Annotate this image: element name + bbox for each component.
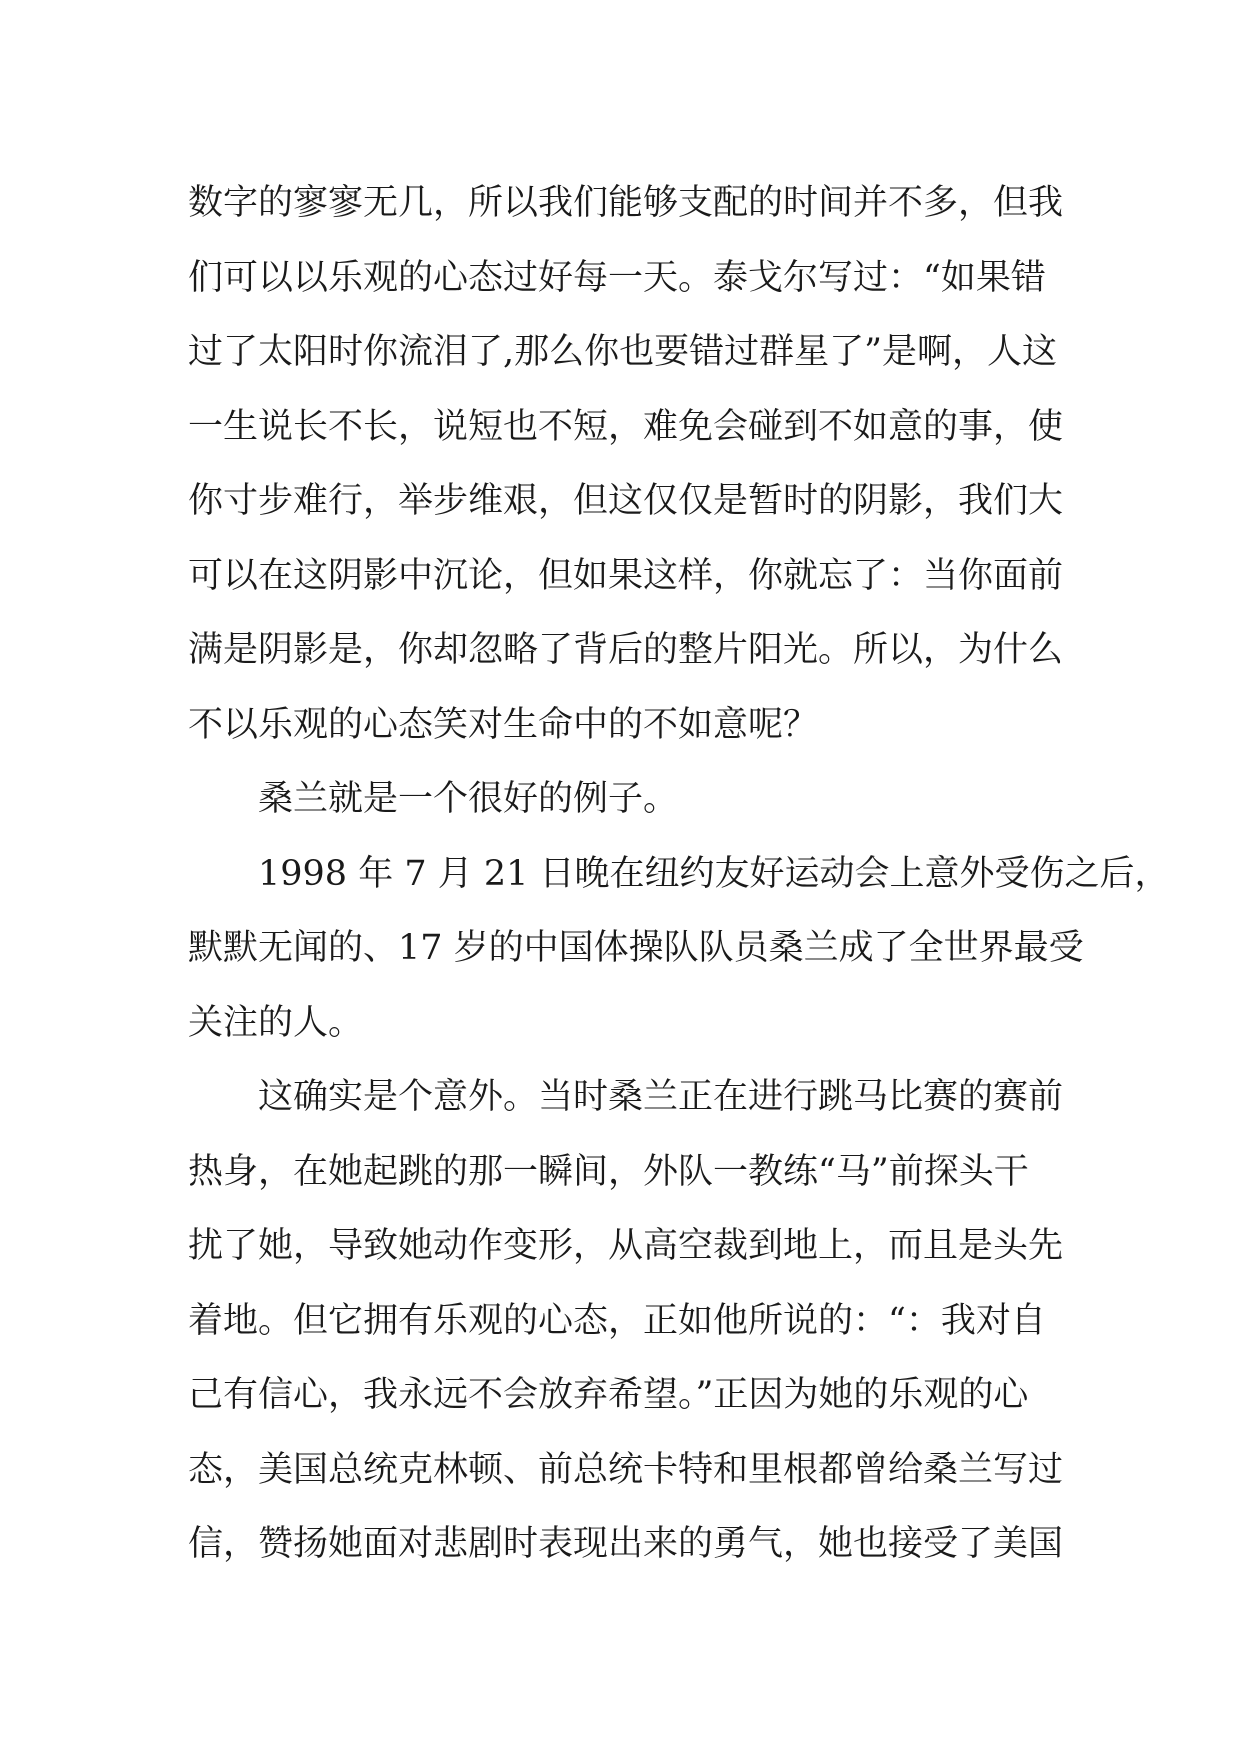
text-line: 关注的人。 xyxy=(188,1002,364,1043)
text-line: 过了太阳时你流泪了,那么你也要错过群星了”是啊，人这 xyxy=(188,332,1058,372)
text-line: 不以乐观的心态笑对生命中的不如意呢？ xyxy=(188,704,819,745)
text-line: 己有信心，我永远不会放弃希望。”正因为她的乐观的心 xyxy=(188,1375,1029,1415)
text-line: 满是阴影是，你却忽略了背后的整片阳光。所以，为什么 xyxy=(188,630,1064,670)
text-line: 热身，在她起跳的那一瞬间，外队一教练“马”前探头干 xyxy=(188,1151,1029,1192)
body-text xyxy=(188,166,1170,1582)
text-line: 可以在这阴影中沉论，但如果这样，你就忘了：当你面前 xyxy=(188,555,1064,596)
paragraph-start-line: 桑兰就是一个很好的例子。 xyxy=(258,779,679,819)
paragraph-start-line: 这确实是个意外。当时桑兰正在进行跳马比赛的赛前 xyxy=(258,1077,1064,1117)
text-line: 默默无闻的、17 岁的中国体操队队员桑兰成了全世界最受 xyxy=(188,928,1084,968)
text-line: 们可以以乐观的心态过好每一天。泰戈尔写过：“如果错 xyxy=(188,257,1046,298)
text-line: 数字的寥寥无几，所以我们能够支配的时间并不多，但我 xyxy=(188,183,1064,223)
text-line: 信，赞扬她面对悲剧时表现出来的勇气，她也接受了美国 xyxy=(188,1524,1064,1564)
text-line: 扰了她，导致她动作变形，从高空裁到地上，而且是头先 xyxy=(188,1226,1064,1266)
text-line: 你寸步难行，举步维艰，但这仅仅是暂时的阴影，我们大 xyxy=(188,481,1064,521)
paragraph-start-line: 1998 年 7 月 21 日晚在纽约友好运动会上意外受伤之后， xyxy=(258,853,1170,894)
text-line: 态，美国总统克林顿、前总统卡特和里根都曾给桑兰写过 xyxy=(188,1449,1064,1490)
text-line: 着地。但它拥有乐观的心态，正如他所说的：“：我对自 xyxy=(188,1300,1046,1341)
text-line: 一生说长不长，说短也不短，难免会碰到不如意的事，使 xyxy=(188,406,1064,447)
